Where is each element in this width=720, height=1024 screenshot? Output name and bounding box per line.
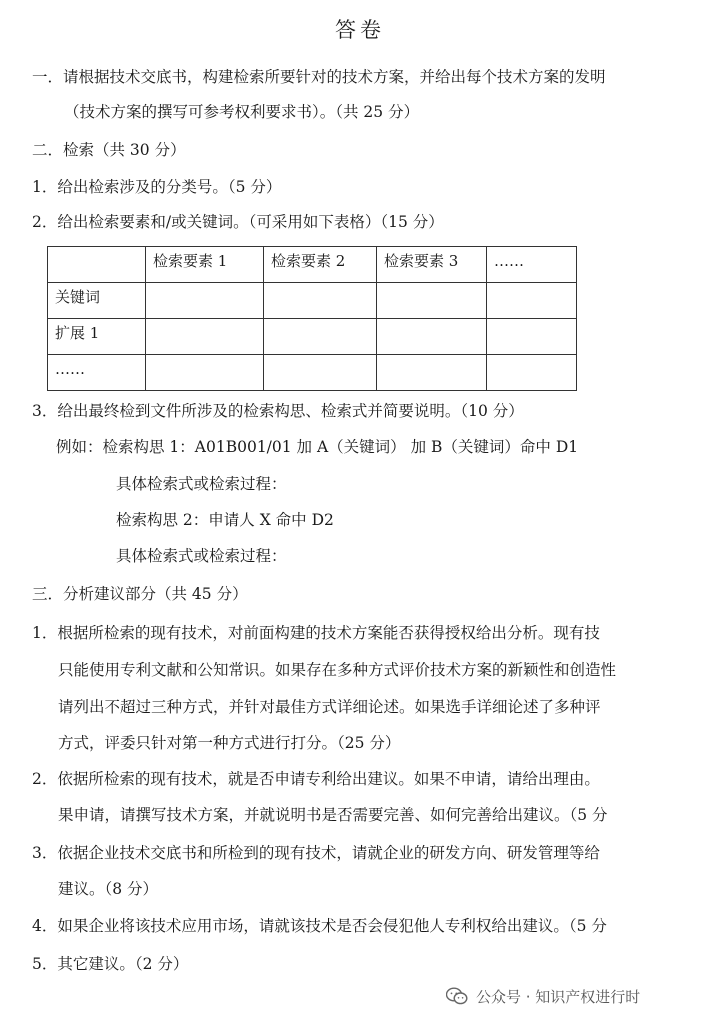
section-2-question-1: 1．给出检索涉及的分类号。（5 分） [32, 178, 282, 196]
keyword-table [47, 246, 577, 391]
table-row-label: 扩展 1 [48, 319, 146, 355]
search-process-1: 具体检索式或检索过程： [116, 475, 287, 493]
table-cell [487, 319, 577, 355]
table-header-cell: …… [487, 247, 577, 283]
table-header-cell: 检索要素 3 [377, 247, 487, 283]
table-header-row [48, 247, 577, 283]
table-row [48, 283, 577, 319]
watermark-text: 公众号 · 知识产权进行时 [476, 987, 641, 1006]
table-cell [377, 319, 487, 355]
section-3-question-1-line-4: 方式，评委只针对第一种方式进行打分。（25 分） [58, 734, 401, 752]
table-cell [377, 283, 487, 319]
watermark [446, 984, 640, 1008]
section-2-heading: 二．检索（共 30 分） [32, 141, 186, 159]
search-process-2: 具体检索式或检索过程： [116, 547, 287, 565]
example-concept-1: 例如：检索构思 1：A01B001/01 加 A（关键词） 加 B（关键词）命中 D1 [56, 438, 579, 456]
table-cell [264, 319, 377, 355]
table-row [48, 355, 577, 391]
table-row [48, 319, 577, 355]
table-cell [264, 283, 377, 319]
section-3-question-4: 4．如果企业将该技术应用市场，请就该技术是否会侵犯他人专利权给出建议。（5 分 [32, 917, 607, 935]
example-concept-2: 检索构思 2：申请人 X 命中 D2 [116, 511, 334, 529]
table-header-cell [48, 247, 146, 283]
table-cell [146, 319, 264, 355]
table-cell [264, 355, 377, 391]
section-1-heading: 一．请根据技术交底书，构建检索所要针对的技术方案，并给出每个技术方案的发明 [32, 68, 606, 86]
wechat-icon [446, 987, 468, 1005]
section-3-question-3-line-2: 建议。（8 分） [58, 880, 159, 898]
section-3-question-3-line-1: 3．依据企业技术交底书和所检到的现有技术，请就企业的研发方向、研发管理等给 [32, 844, 600, 862]
section-1-note: （技术方案的撰写可参考权利要求书）。（共 25 分） [64, 103, 420, 121]
section-2-question-3: 3．给出最终检到文件所涉及的检索构思、检索式并简要说明。（10 分） [32, 402, 524, 420]
page-title: 答卷 [335, 18, 385, 42]
section-3-question-1-line-2: 只能使用专利文献和公知常识。如果存在多种方式评价技术方案的新颖性和创造性 [58, 661, 617, 679]
table-row-label: 关键词 [48, 283, 146, 319]
table-cell [146, 283, 264, 319]
table-cell [487, 355, 577, 391]
section-3-question-2-line-1: 2．依据所检索的现有技术，就是否申请专利给出建议。如果不申请，请给出理由。 [32, 770, 600, 788]
section-3-question-1-line-3: 请列出不超过三种方式，并针对最佳方式详细论述。如果选手详细论述了多种评 [58, 698, 601, 716]
section-3-question-2-line-2: 果申请，请撰写技术方案，并就说明书是否需要完善、如何完善给出建议。（5 分 [58, 806, 608, 824]
table-cell [487, 283, 577, 319]
section-3-question-1-line-1: 1．根据所检索的现有技术，对前面构建的技术方案能否获得授权给出分析。现有技 [32, 624, 600, 642]
table-header-cell: 检索要素 1 [146, 247, 264, 283]
section-2-question-2: 2．给出检索要素和/或关键词。（可采用如下表格）（15 分） [32, 213, 444, 231]
table-cell [377, 355, 487, 391]
section-3-question-5: 5．其它建议。（2 分） [32, 955, 189, 973]
table-row-label: …… [48, 355, 146, 391]
table-header-cell: 检索要素 2 [264, 247, 377, 283]
section-3-heading: 三．分析建议部分（共 45 分） [32, 585, 248, 603]
table-cell [146, 355, 264, 391]
